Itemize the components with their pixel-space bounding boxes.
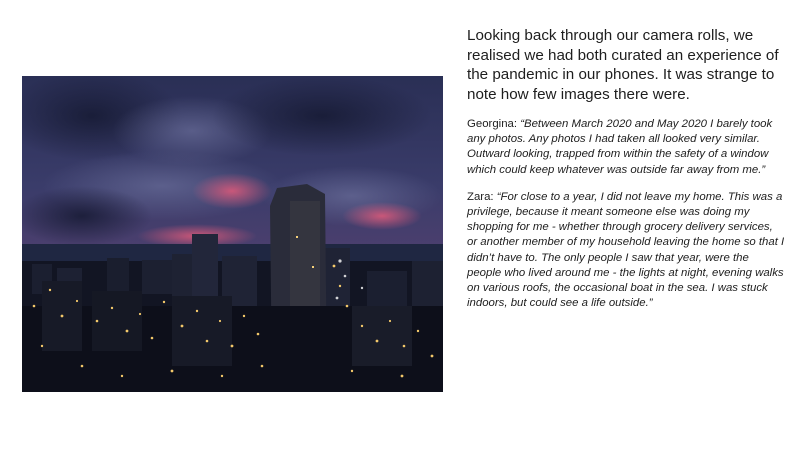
quote-georgina [467, 117, 785, 178]
city-dusk-photo [22, 76, 443, 392]
quote-text: “For close to a year, I did not leave my home. This was a privilege, because it meant someone else was doing my shopping for me - whether through grocery delivery services, or another member of my household leaving the home so that I didn’t have to. The only people I saw that year, were the people who lived around me - the lights at night, evening walks on various roofs, the occasional boat in the sea. I was stuck indoors, but could see a life outside.” [467, 190, 785, 310]
intro-paragraph: Looking back through our camera rolls, we realised we had both curated an experience of the pandemic in our phones. It was strange to note how few images there were. [467, 27, 779, 103]
quote-text: “Between March 2020 and May 2020 I barely took any photos. Any photos I had taken all looked very similar. Outward looking, trapped from within the safety of a window which could keep whatever was outside far away from me.” [467, 118, 773, 176]
text-column [467, 26, 785, 323]
quote-zara [467, 190, 785, 312]
quote-speaker: Zara: [467, 190, 497, 203]
quote-speaker: Georgina: [467, 118, 521, 130]
skyline-illustration [22, 76, 443, 392]
